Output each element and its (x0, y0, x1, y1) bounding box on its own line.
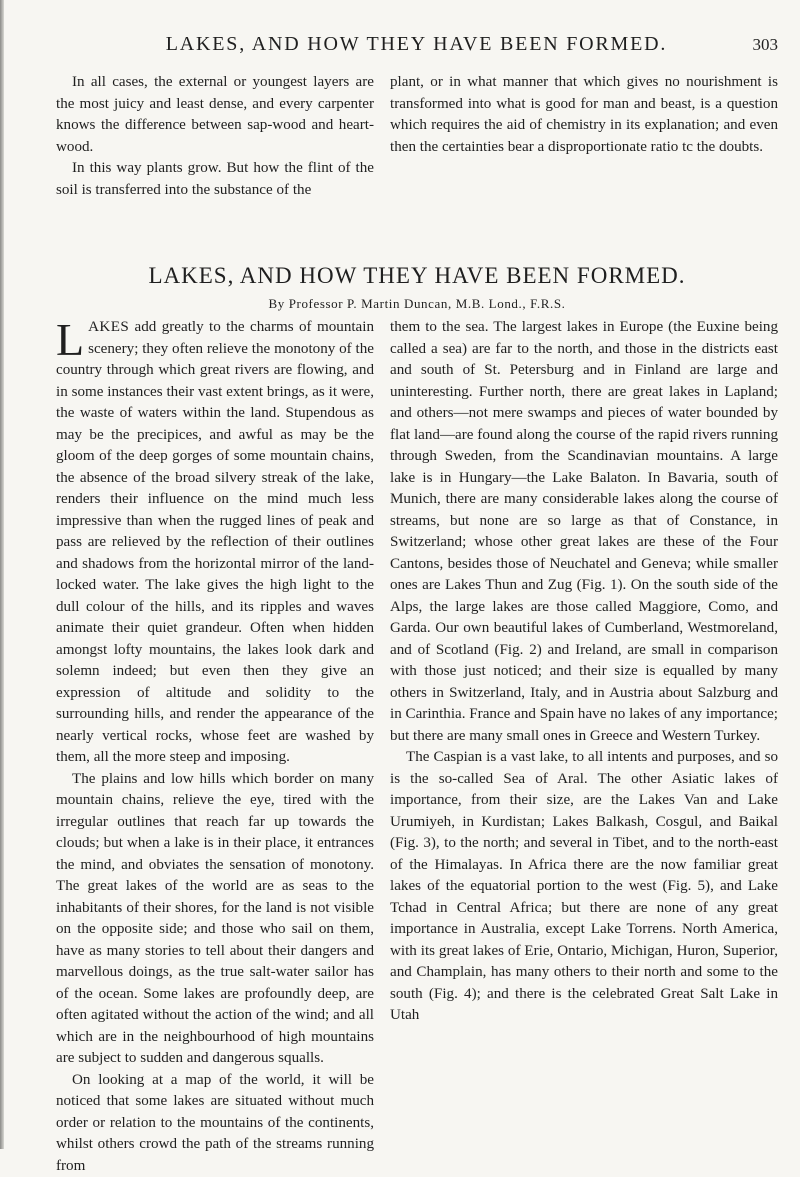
page-number: 303 (753, 35, 779, 55)
intro-right-column (390, 72, 778, 158)
running-head (55, 33, 778, 57)
drop-cap: L (56, 321, 84, 359)
page-edge-shadow (0, 0, 4, 1149)
article-paragraph-continued: them to the sea. The largest lakes in Europe (the Euxine being called a sea) are far to the north, and those in the districts east and south of St. Petersburg and in Finland are large and uninteresting. Further north, there are great lakes in Lapland; and others—not mere swamps and pieces of water bounded by flat land—are found along the course of the rapid rivers running through Sweden, from the Scandinavian mountains. A large lake is in Hungary—the Lake Balaton. In Bavaria, south of Munich, there are many considerable lakes along the course of streams, but none are so large as that of Constance, in Switzerland; whose other great lakes are these of the Four Cantons, besides those of Neuchatel and Geneva; while smaller ones are Lakes Thun and Zug (Fig. 1). On the south side of the Alps, the large lakes are those called Maggiore, Como, and Garda. Our own beautiful lakes of Cumberland, Westmoreland, and of Scotland (Fig. 2) and Ireland, are small in comparison with those just noticed; and their size is equalled by many others in Switzerland, Italy, and in Austria about Salzburg and in Carinthia. France and Spain have no lakes of any importance; but there are many small ones in Greece and Western Turkey. (390, 317, 778, 747)
lead-text: add greatly to the charms of mountain scenery; they often relieve the monotony of the country through which great rivers are flowing, and in some instances their vast extent brings, as it were, the waste of waters within the land. Stupendous as may be the precipices, and awful as may be the gloom of the deep gorges of some mountain chains, the absence of the broad silvery streak of the lake, renders their influence on the mind much less impressive than when the rugged lines of peak and pass are relieved by the reflection of their outlines and shadows from the horizontal mirror of the land-locked water. The lake gives the high light to the dull colour of the hills, and its ripples and waves animate their quiet grandeur. Often when hidden amongst lofty mountains, the lakes look dark and solemn indeed; but even then they give an expression of altitude and solidity to the surrounding hills, and render the appearance of the nearly vertical rocks, whose feet are washed by them, all the more steep and imposing. (56, 319, 374, 765)
article-title: LAKES, AND HOW THEY HAVE BEEN FORMED. (56, 263, 778, 289)
lead-caps: AKES (88, 319, 129, 335)
article-right-column (390, 317, 778, 1027)
article-paragraph: On looking at a map of the world, it will be noticed that some lakes are situated without much order or relation to the mountains of the continents, whilst others crowd the path of the streams running from (56, 1070, 374, 1177)
article-paragraph-lead (56, 317, 374, 769)
intro-paragraph: In this way plants grow. But how the flint of the soil is transferred into the substance of the (56, 158, 374, 201)
intro-paragraph-continued: plant, or in what manner that which gives no nourishment is transformed into what is good for man and beast, is a question which requires the aid of chemistry in its explanation; and even then the certainties bear a disproportionate ratio tc the doubts. (390, 72, 778, 158)
article-paragraph: The plains and low hills which border on many mountain chains, relieve the eye, tired with the irregular outlines that reach far up towards the clouds; but when a lake is in their place, it entrances the mind, and obviates the sensation of monotony. The great lakes of the world are as seas to the inhabitants of their shores, for the land is not visible on the opposite side; and those who sail on them, have as many stories to tell about their dangers and marvellous doings, as the true salt-water sailor has of the ocean. Some lakes are profoundly deep, are often agitated without the action of the wind; and all which are in the neighbourhood of high mountains are subject to sudden and dangerous squalls. (56, 769, 374, 1070)
article-byline: By Professor P. Martin Duncan, M.B. Lond., F.R.S. (56, 296, 778, 312)
article-paragraph: The Caspian is a vast lake, to all intents and purposes, and so is the so-called Sea of Aral. The other Asiatic lakes of importance, from their size, are the Lakes Van and Lake Urumiyeh, in Kurdistan; Lakes Balkash, Cosgul, and Baikal (Fig. 3), to the north; and several in Tibet, and to the north-east of the Himalayas. In Africa there are the now familiar great lakes of the equatorial portion to the west (Fig. 5), and Lake Tchad in Central Africa; but there are none of any great importance in Australia, except Lake Torrens. North America, with its great lakes of Erie, Ontario, Michigan, Huron, Superior, and Champlain, has many others to their north and some to the south (Fig. 4); and there is the celebrated Great Salt Lake in Utah (390, 747, 778, 1027)
article-left-column (56, 317, 374, 1177)
running-title: LAKES, AND HOW THEY HAVE BEEN FORMED. (55, 33, 778, 56)
intro-paragraph: In all cases, the external or youngest layers are the most juicy and least dense, and every carpenter knows the difference between sap-wood and heart-wood. (56, 72, 374, 158)
intro-left-column (56, 72, 374, 201)
